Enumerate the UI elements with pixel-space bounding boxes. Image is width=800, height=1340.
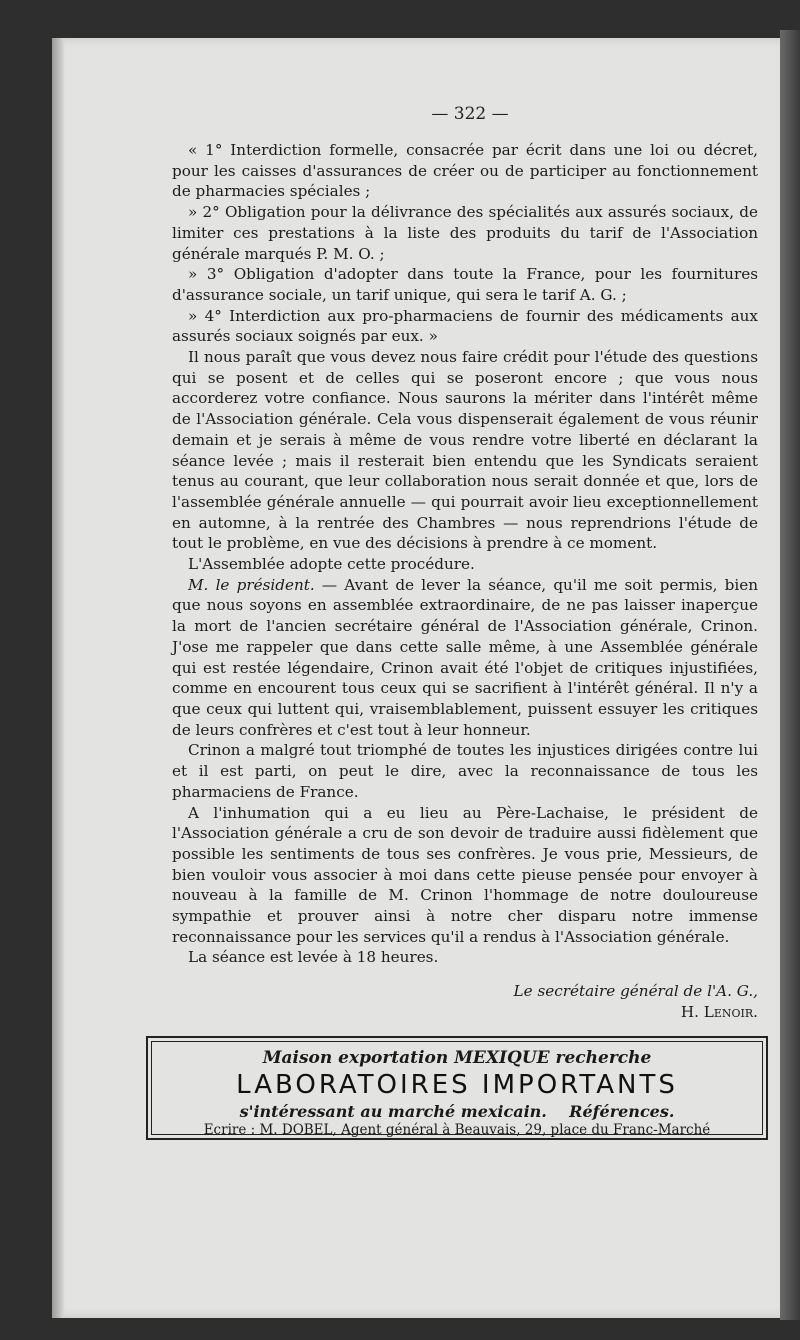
page-number: — 322 — xyxy=(431,104,509,124)
paragraph-item-4: » 4° Interdiction aux pro-pharmaciens de fournir des médicaments aux assurés sociaux soignés par eux. » xyxy=(172,306,758,346)
advertisement-box xyxy=(146,1036,768,1140)
page-edge xyxy=(780,30,800,1320)
ad-subtitle: s'intéressant au marché mexicain. Références. xyxy=(239,1102,675,1121)
speaker-text: — Avant de lever la séance, qu'il me soit permis, bien que nous soyons en assemblée extraordinaire, de ne pas laisser inaperçue la mort de l'ancien secrétaire général de l'Association générale, Crinon. J'ose me rappeler que dans cette salle même, à une Assemblée générale qui est restée légendaire, Crinon avait été l'objet de critiques injustifiées, comme en encourent tous ceux qui se sacrifient à l'intérêt général. Il n'y a que ceux qui luttent qui, vraisemblablement, puissent essuyer les critiques de leurs confrères et c'est tout à leur honneur. xyxy=(172,575,758,739)
speaker-label: M. le président. xyxy=(188,575,315,594)
paragraph-adoption: L'Assemblée adopte cette procédure. xyxy=(188,555,475,574)
paragraph-credit: Il nous paraît que vous devez nous faire crédit pour l'étude des questions qui se posent et de celles qui se poseront encore ; que vous nous accorderez votre confiance. Nous saurons la mériter dans l'intérêt même de l'Association générale. Cela vous dispenserait également de vous réunir demain et je serais à même de vous rendre votre liberté en déclarant la séance levée ; mais il resterait bien entendu que les Syndicats seraient tenus au courant, que leur collaboration nous serait donnée et que, lors de l'assemblée générale annuelle — qui pourrait avoir lieu exceptionnellement en automne, à la rentrée des Chambres — nous reprendrions l'étude de tout le problème, en vue des décisions à prendre à ce moment. xyxy=(172,348,758,553)
body-text xyxy=(172,140,758,968)
paragraph-item-2: » 2° Obligation pour la délivrance des spécialités aux assurés sociaux, de limiter ces prestations à la liste des produits du tarif de l'Association générale marqués P. M. O. ; xyxy=(172,203,758,263)
paragraph-closing: La séance est levée à 18 heures. xyxy=(188,948,439,967)
paragraph-item-1: « 1° Interdiction formelle, consacrée par écrit dans une loi ou décret, pour les caisses d'assurances de créer ou de participer au fonctionnement de pharmacies spéciales ; xyxy=(172,141,758,201)
ad-headline: Maison exportation MEXIQUE recherche xyxy=(262,1048,652,1068)
page-binding xyxy=(52,38,64,1318)
signature-title: Le secrétaire général de l'A. G., xyxy=(513,982,758,1000)
ad-main-title: LABORATOIRES IMPORTANTS xyxy=(236,1070,678,1100)
paragraph-inhumation: A l'inhumation qui a eu lieu au Père-Lachaise, le président de l'Association générale a cru de son devoir de traduire aussi fidèlement que possible les sentiments de tous ses confrères. Je vous prie, Messieurs, de bien vouloir vous associer à moi dans cette pieuse pensée pour envoyer à nouveau à la famille de M. Crinon l'hommage de notre douloureuse sympathie et prouver ainsi à notre cher disparu notre immense reconnaissance pour les services qu'il a rendus à l'Association générale. xyxy=(172,803,758,946)
paragraph-president xyxy=(172,575,758,741)
signature-name: H. Lenoir. xyxy=(680,1003,758,1021)
paragraph-crinon: Crinon a malgré tout triomphé de toutes les injustices dirigées contre lui et il est parti, on peut le dire, avec la reconnaissance de tous les pharmaciens de France. xyxy=(172,741,758,801)
ad-contact: Ecrire : M. DOBEL, Agent général à Beauvais, 29, place du Franc-Marché xyxy=(203,1122,711,1138)
paragraph-item-3: » 3° Obligation d'adopter dans toute la France, pour les fournitures d'assurance sociale, un tarif unique, qui sera le tarif A. G. ; xyxy=(172,265,758,304)
advertisement-inner-border xyxy=(151,1041,763,1138)
